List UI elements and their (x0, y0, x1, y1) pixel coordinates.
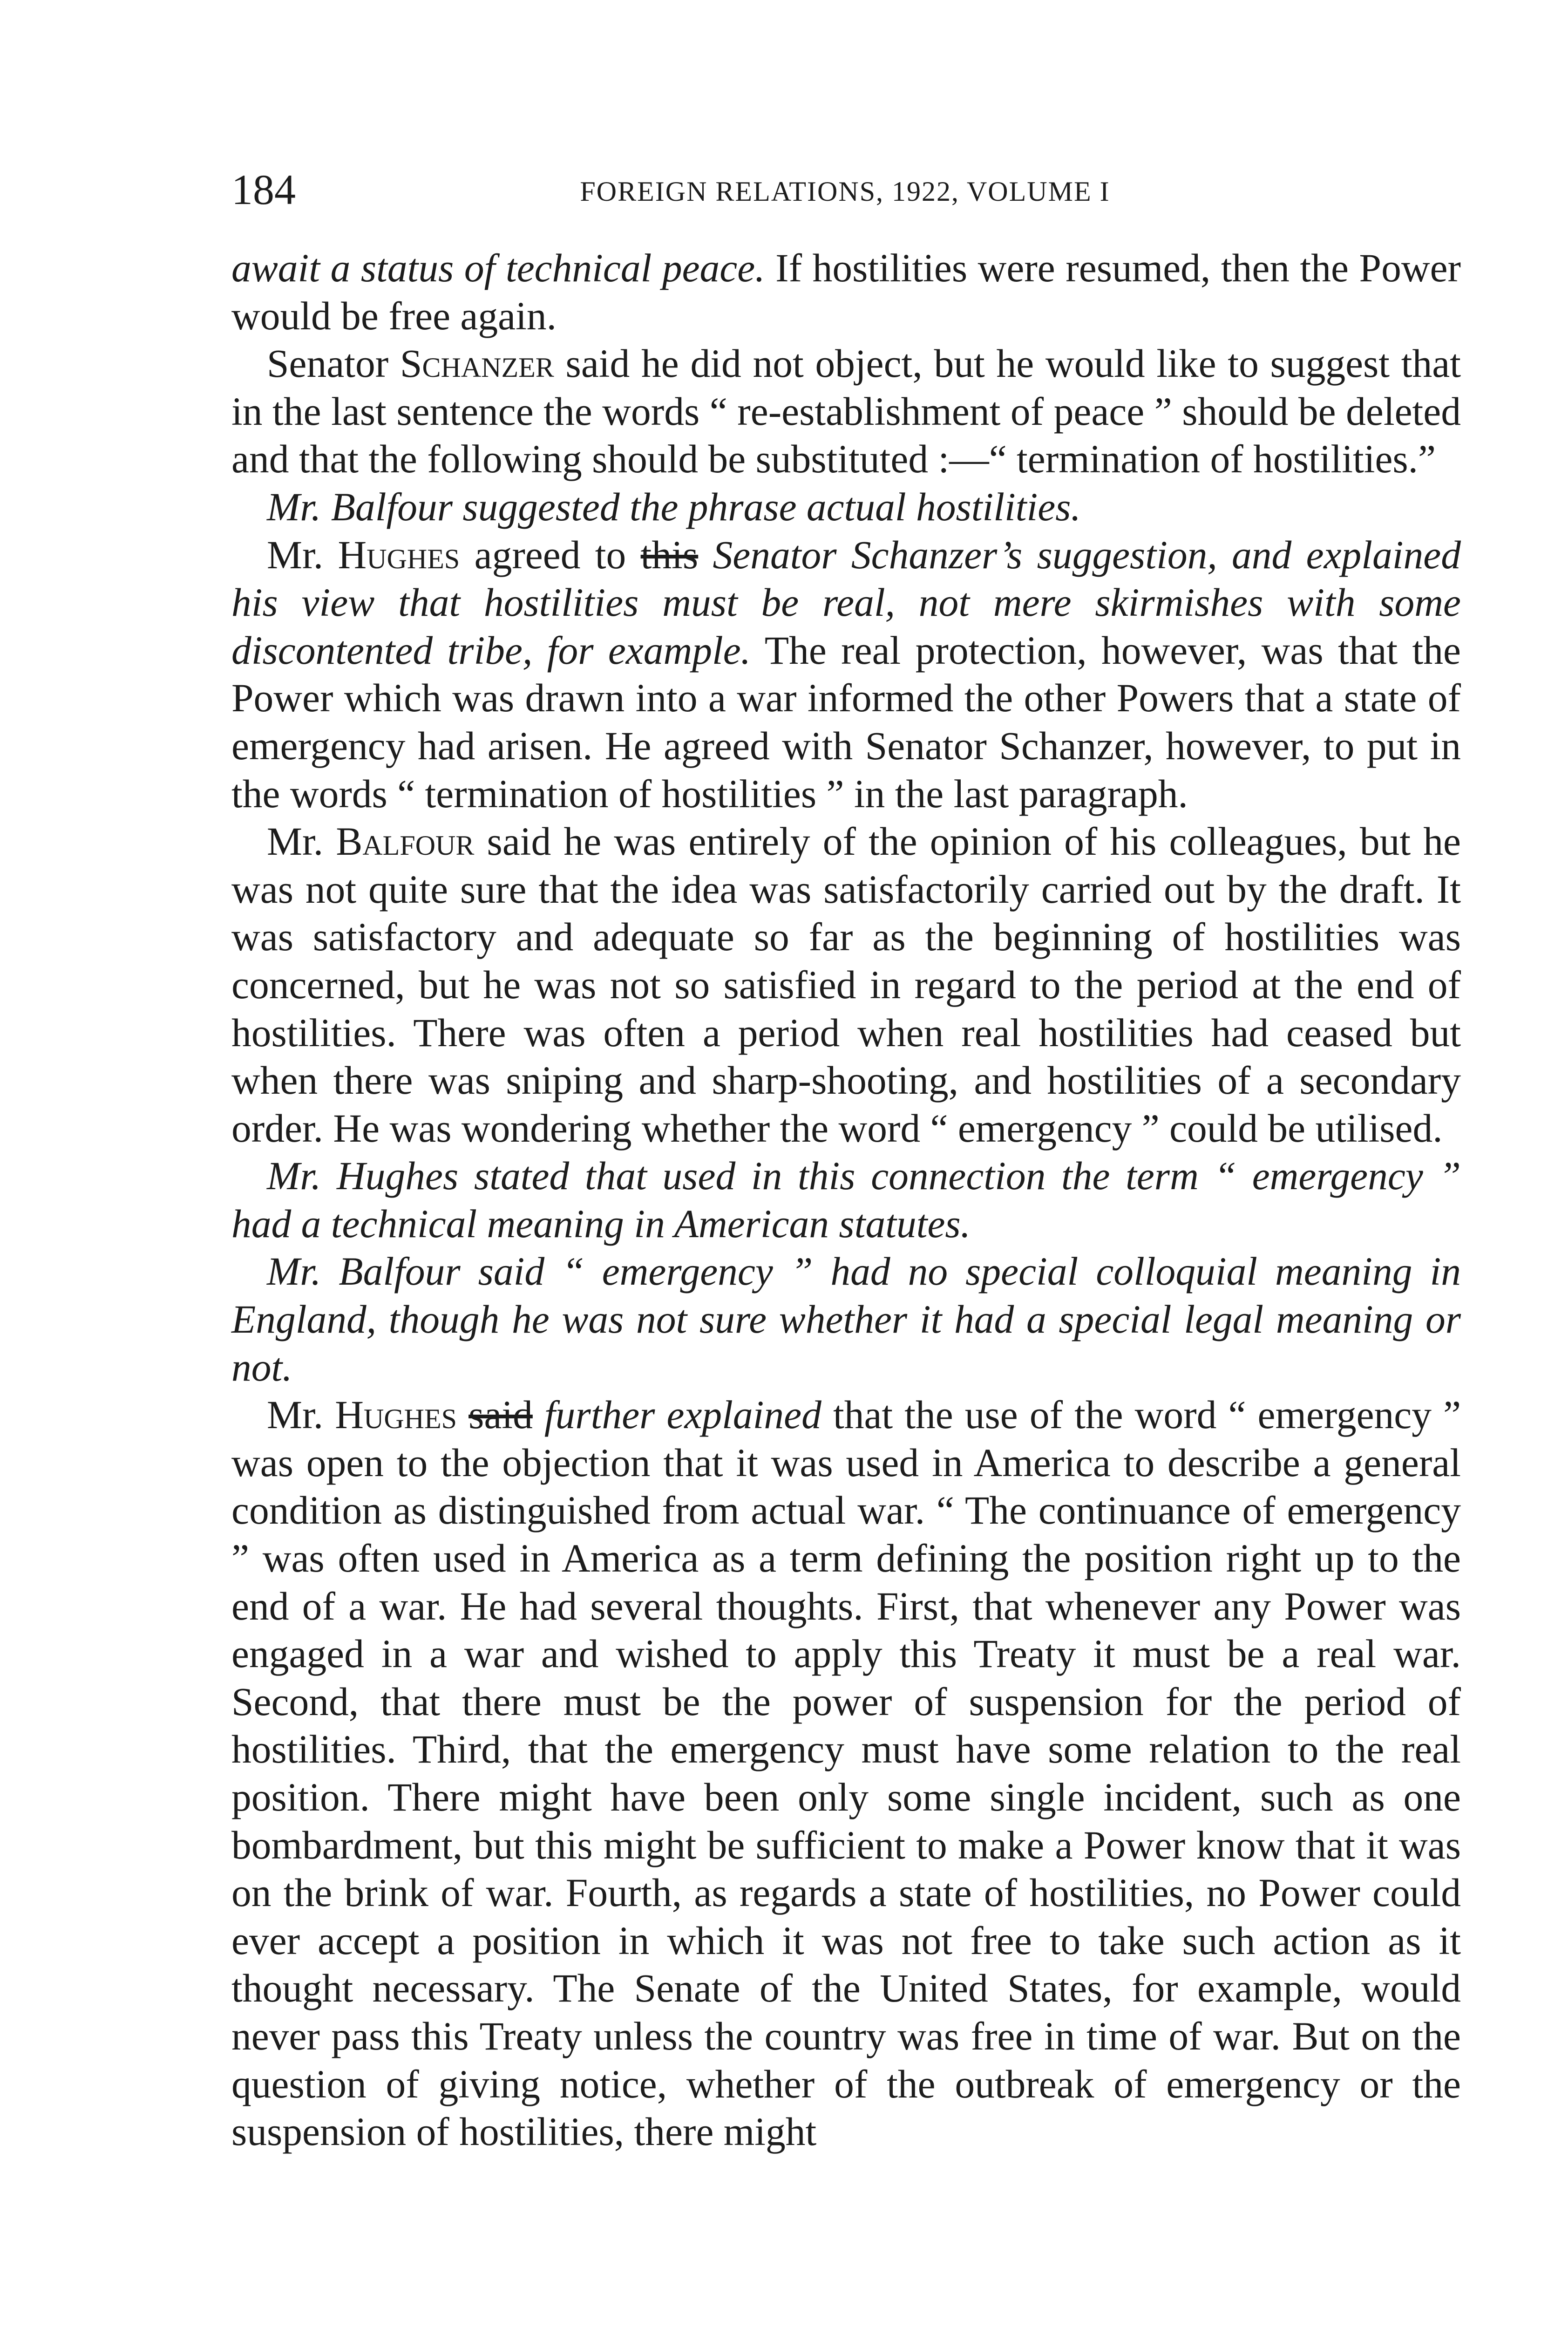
text-run: Senator (267, 342, 400, 386)
text-run: said he was entirely of the opinion of his colleagues, but he was not quite sure that the idea was satisfactorily carried out by the draft. It was satisfactory and adequate so far as the beginning of hostilities was concerned, but he was not so satisfied in regard to the period at the end of hostilities. There was often a period when real hostilities had ceased but when there was sniping and sharp-shooting, and hostilities of a secondary order. He was wondering whether the word “ emergency ” could be utilised. (231, 820, 1461, 1151)
paragraph-8 (231, 1391, 1461, 2156)
italic-text: Mr. Hughes stated that used in this connection the term “ emergency ” had a technical meaning in American statutes. (231, 1154, 1461, 1246)
speaker-name: Hughes (335, 1393, 457, 1437)
italic-text: Senator Schanzer’s suggestion, and explained his view that hostilities must be real, not mere skirmishes with some discontented tribe, for example. (231, 533, 1461, 673)
text-run: said he did not object, but he would like to suggest that in the last sentence the words “ re-establishment of peace ” should be deleted and that the following should be substituted :—“ termination of hostilities.” (231, 342, 1461, 482)
struck-text: this (640, 533, 699, 577)
text-run (457, 1393, 468, 1437)
speaker-name: Schanzer (400, 342, 554, 386)
page-header (231, 164, 1459, 215)
text-run: Mr. (267, 820, 336, 864)
page-number: 184 (231, 166, 296, 213)
paragraph-7 (231, 1248, 1461, 1391)
running-title: FOREIGN RELATIONS, 1922, VOLUME I (580, 176, 1110, 207)
paragraph-5 (231, 818, 1461, 1152)
text-run: Mr. (267, 533, 338, 577)
italic-text: await a status of technical peace. (231, 246, 765, 290)
paragraph-6 (231, 1152, 1461, 1248)
paragraph-4 (231, 531, 1461, 818)
paragraph-2 (231, 340, 1461, 484)
speaker-name: Balfour (336, 820, 475, 864)
text-run: If hostilities were resumed, then the Power would be free again. (231, 246, 1461, 338)
paragraph-3 (231, 484, 1461, 531)
text-run: The real protection, however, was that the Power which was drawn into a war informed the other Powers that a state of emergency had arisen. He agreed with Senator Schanzer, however, to put in the words “ termination of hostilities ” in the last paragraph. (231, 628, 1461, 816)
body-text (231, 245, 1461, 2156)
paragraph-1 (231, 245, 1461, 340)
text-run: that the use of the word “ emergency ” was open to the objection that it was used in America to describe a general condition as distinguished from actual war. “ The continuance of emergency ” was often used in America as a term defining the position right up to the end of a war. He had several thoughts. First, that whenever any Power was engaged in a war and wished to apply this Treaty it must be a real war. Second, that there must be the power of suspension for the period of hostilities. Third, that the emergency must have some relation to the real position. There might have been only some single incident, such as one bombardment, but this might be sufficient to make a Power know that it was on the brink of war. Fourth, as regards a state of hostilities, no Power could ever accept a position in which it was not free to take such action as it thought necessary. The Senate of the United States, for example, would never pass this Treaty unless the country was free in time of war. But on the question of giving notice, whether of the outbreak of emergency or the suspension of hostilities, there might (231, 1393, 1461, 2154)
speaker-name: Hughes (338, 533, 460, 577)
italic-text: further explained (532, 1393, 821, 1437)
struck-text: said (468, 1393, 533, 1437)
text-run: agreed to (460, 533, 641, 577)
text-run: Mr. (267, 1393, 335, 1437)
italic-text: Mr. Balfour said “ emergency ” had no special colloquial meaning in England, though he was not sure whether it had a special legal meaning or not. (231, 1250, 1461, 1389)
italic-text: Mr. Balfour suggested the phrase actual hostilities. (267, 485, 1081, 529)
